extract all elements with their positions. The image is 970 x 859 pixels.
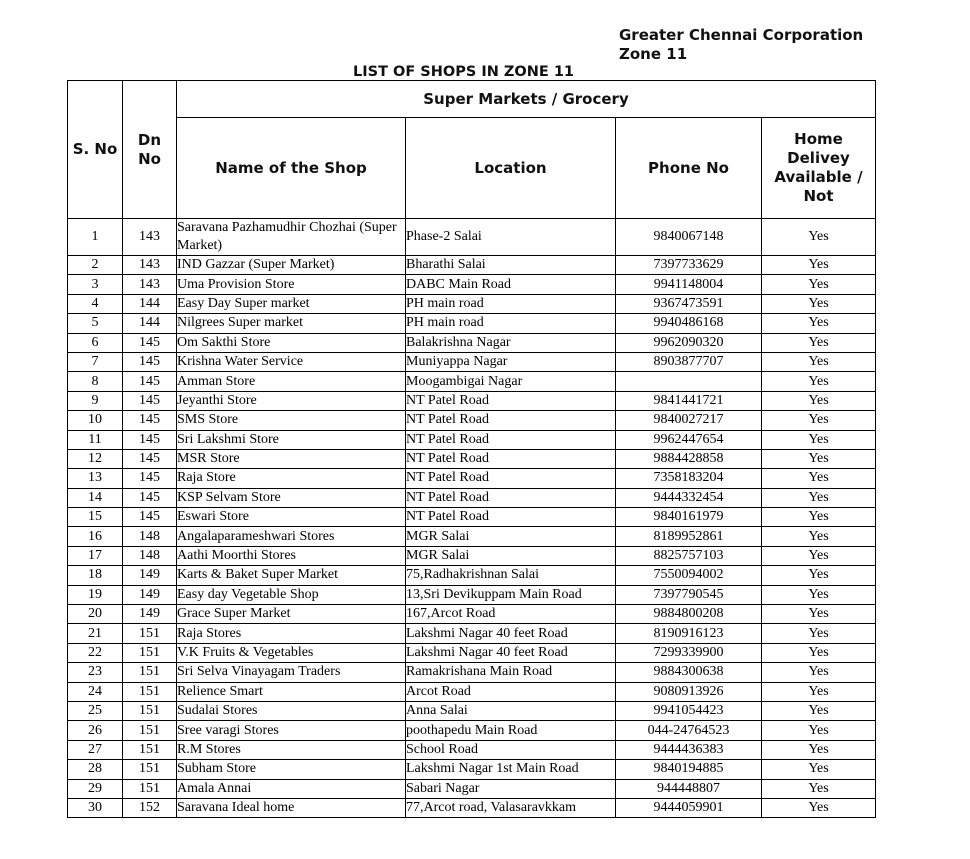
cell-delivery: Yes xyxy=(762,566,876,585)
cell-location: NT Patel Road xyxy=(406,449,616,468)
cell-location: Lakshmi Nagar 40 feet Road xyxy=(406,624,616,643)
cell-dn: 151 xyxy=(123,740,177,759)
cell-shop-name: Sree varagi Stores xyxy=(177,721,406,740)
cell-phone: 7397790545 xyxy=(616,585,762,604)
cell-shop-name: KSP Selvam Store xyxy=(177,488,406,507)
table-row xyxy=(68,605,876,624)
table-row xyxy=(68,798,876,817)
table-row xyxy=(68,740,876,759)
cell-dn: 144 xyxy=(123,314,177,333)
cell-shop-name: Saravana Ideal home xyxy=(177,798,406,817)
cell-delivery: Yes xyxy=(762,488,876,507)
col-header-delivery: Home Delivey Available / Not xyxy=(762,118,876,219)
cell-location: 167,Arcot Road xyxy=(406,605,616,624)
cell-delivery: Yes xyxy=(762,256,876,275)
cell-phone: 7397733629 xyxy=(616,256,762,275)
cell-sno: 13 xyxy=(68,469,123,488)
cell-location: 13,Sri Devikuppam Main Road xyxy=(406,585,616,604)
cell-dn: 145 xyxy=(123,469,177,488)
cell-phone: 8190916123 xyxy=(616,624,762,643)
category-header: Super Markets / Grocery xyxy=(177,81,876,118)
cell-dn: 145 xyxy=(123,449,177,468)
cell-sno: 26 xyxy=(68,721,123,740)
col-header-location: Location xyxy=(406,118,616,219)
cell-delivery: Yes xyxy=(762,760,876,779)
table-row xyxy=(68,294,876,313)
cell-sno: 8 xyxy=(68,372,123,391)
cell-phone: 9444332454 xyxy=(616,488,762,507)
cell-dn: 149 xyxy=(123,605,177,624)
cell-location: Lakshmi Nagar 40 feet Road xyxy=(406,643,616,662)
cell-location: Balakrishna Nagar xyxy=(406,333,616,352)
table-row xyxy=(68,488,876,507)
cell-phone: 9840194885 xyxy=(616,760,762,779)
cell-delivery: Yes xyxy=(762,701,876,720)
cell-shop-name: IND Gazzar (Super Market) xyxy=(177,256,406,275)
cell-phone: 9840161979 xyxy=(616,508,762,527)
cell-delivery: Yes xyxy=(762,430,876,449)
cell-delivery: Yes xyxy=(762,740,876,759)
cell-location: DABC Main Road xyxy=(406,275,616,294)
cell-sno: 2 xyxy=(68,256,123,275)
cell-location: Ramakrishana Main Road xyxy=(406,663,616,682)
cell-delivery: Yes xyxy=(762,391,876,410)
table-row xyxy=(68,430,876,449)
cell-phone: 9884300638 xyxy=(616,663,762,682)
col-header-sno: S. No xyxy=(68,81,123,219)
cell-dn: 145 xyxy=(123,372,177,391)
cell-shop-name: Raja Stores xyxy=(177,624,406,643)
table-row xyxy=(68,372,876,391)
cell-location: Lakshmi Nagar 1st Main Road xyxy=(406,760,616,779)
cell-shop-name: Angalaparameshwari Stores xyxy=(177,527,406,546)
cell-delivery: Yes xyxy=(762,682,876,701)
cell-dn: 145 xyxy=(123,333,177,352)
cell-shop-name: Saravana Pazhamudhir Chozhai (Super Market) xyxy=(177,219,406,256)
cell-phone: 944448807 xyxy=(616,779,762,798)
cell-location: Muniyappa Nagar xyxy=(406,352,616,371)
cell-dn: 145 xyxy=(123,411,177,430)
table-row xyxy=(68,275,876,294)
cell-location: PH main road xyxy=(406,314,616,333)
cell-delivery: Yes xyxy=(762,779,876,798)
cell-phone: 9940486168 xyxy=(616,314,762,333)
cell-dn: 152 xyxy=(123,798,177,817)
cell-sno: 1 xyxy=(68,219,123,256)
cell-delivery: Yes xyxy=(762,624,876,643)
cell-location: Moogambigai Nagar xyxy=(406,372,616,391)
cell-delivery: Yes xyxy=(762,798,876,817)
cell-delivery: Yes xyxy=(762,469,876,488)
cell-delivery: Yes xyxy=(762,333,876,352)
cell-sno: 3 xyxy=(68,275,123,294)
cell-phone: 7299339900 xyxy=(616,643,762,662)
cell-shop-name: Relience Smart xyxy=(177,682,406,701)
cell-shop-name: Jeyanthi Store xyxy=(177,391,406,410)
cell-location: Anna Salai xyxy=(406,701,616,720)
cell-delivery: Yes xyxy=(762,352,876,371)
cell-shop-name: Raja Store xyxy=(177,469,406,488)
cell-sno: 28 xyxy=(68,760,123,779)
cell-delivery: Yes xyxy=(762,508,876,527)
cell-location: NT Patel Road xyxy=(406,391,616,410)
cell-location: 75,Radhakrishnan Salai xyxy=(406,566,616,585)
cell-phone: 9080913926 xyxy=(616,682,762,701)
cell-shop-name: Grace Super Market xyxy=(177,605,406,624)
cell-dn: 143 xyxy=(123,275,177,294)
document-title: LIST OF SHOPS IN ZONE 11 xyxy=(353,64,575,80)
cell-delivery: Yes xyxy=(762,275,876,294)
shops-table xyxy=(67,80,876,818)
cell-dn: 145 xyxy=(123,488,177,507)
table-row xyxy=(68,527,876,546)
cell-shop-name: Amman Store xyxy=(177,372,406,391)
cell-phone: 9941148004 xyxy=(616,275,762,294)
cell-delivery: Yes xyxy=(762,546,876,565)
table-row xyxy=(68,624,876,643)
cell-sno: 29 xyxy=(68,779,123,798)
cell-delivery: Yes xyxy=(762,663,876,682)
table-row xyxy=(68,391,876,410)
cell-dn: 151 xyxy=(123,624,177,643)
cell-shop-name: Nilgrees Super market xyxy=(177,314,406,333)
cell-dn: 151 xyxy=(123,663,177,682)
cell-dn: 144 xyxy=(123,294,177,313)
cell-location: NT Patel Road xyxy=(406,469,616,488)
cell-dn: 145 xyxy=(123,352,177,371)
cell-location: NT Patel Road xyxy=(406,488,616,507)
cell-sno: 30 xyxy=(68,798,123,817)
cell-sno: 22 xyxy=(68,643,123,662)
table-row xyxy=(68,508,876,527)
cell-delivery: Yes xyxy=(762,294,876,313)
cell-location: NT Patel Road xyxy=(406,411,616,430)
cell-sno: 4 xyxy=(68,294,123,313)
cell-delivery: Yes xyxy=(762,314,876,333)
cell-location: Arcot Road xyxy=(406,682,616,701)
cell-location: poothapedu Main Road xyxy=(406,721,616,740)
cell-sno: 10 xyxy=(68,411,123,430)
cell-shop-name: Krishna Water Service xyxy=(177,352,406,371)
cell-sno: 27 xyxy=(68,740,123,759)
cell-delivery: Yes xyxy=(762,411,876,430)
cell-dn: 143 xyxy=(123,219,177,256)
cell-sno: 15 xyxy=(68,508,123,527)
cell-shop-name: Aathi Moorthi Stores xyxy=(177,546,406,565)
cell-shop-name: Easy Day Super market xyxy=(177,294,406,313)
table-row xyxy=(68,333,876,352)
cell-sno: 23 xyxy=(68,663,123,682)
table-row xyxy=(68,449,876,468)
cell-phone: 8903877707 xyxy=(616,352,762,371)
cell-location: PH main road xyxy=(406,294,616,313)
table-row xyxy=(68,219,876,256)
table-row xyxy=(68,256,876,275)
cell-phone: 9962447654 xyxy=(616,430,762,449)
cell-delivery: Yes xyxy=(762,605,876,624)
zone-label: Zone 11 xyxy=(619,45,688,63)
cell-sno: 25 xyxy=(68,701,123,720)
cell-shop-name: Easy day Vegetable Shop xyxy=(177,585,406,604)
cell-shop-name: Amala Annai xyxy=(177,779,406,798)
cell-sno: 16 xyxy=(68,527,123,546)
table-row xyxy=(68,760,876,779)
cell-phone: 9941054423 xyxy=(616,701,762,720)
cell-phone: 9884800208 xyxy=(616,605,762,624)
cell-dn: 145 xyxy=(123,430,177,449)
table-row xyxy=(68,546,876,565)
cell-shop-name: SMS Store xyxy=(177,411,406,430)
cell-delivery: Yes xyxy=(762,372,876,391)
table-row xyxy=(68,469,876,488)
col-header-phone: Phone No xyxy=(616,118,762,219)
cell-phone: 7358183204 xyxy=(616,469,762,488)
cell-shop-name: MSR Store xyxy=(177,449,406,468)
cell-shop-name: Sri Lakshmi Store xyxy=(177,430,406,449)
cell-location: MGR Salai xyxy=(406,546,616,565)
table-row xyxy=(68,352,876,371)
cell-dn: 145 xyxy=(123,391,177,410)
cell-shop-name: Uma Provision Store xyxy=(177,275,406,294)
cell-location: NT Patel Road xyxy=(406,430,616,449)
cell-dn: 151 xyxy=(123,682,177,701)
cell-sno: 5 xyxy=(68,314,123,333)
cell-location: NT Patel Road xyxy=(406,508,616,527)
cell-sno: 14 xyxy=(68,488,123,507)
cell-sno: 7 xyxy=(68,352,123,371)
col-header-dn: Dn No xyxy=(123,81,177,219)
table-row xyxy=(68,585,876,604)
cell-location: 77,Arcot road, Valasaravkkam xyxy=(406,798,616,817)
cell-shop-name: V.K Fruits & Vegetables xyxy=(177,643,406,662)
cell-shop-name: Eswari Store xyxy=(177,508,406,527)
cell-delivery: Yes xyxy=(762,449,876,468)
cell-shop-name: Karts & Baket Super Market xyxy=(177,566,406,585)
cell-phone xyxy=(616,372,762,391)
table-body xyxy=(68,219,876,818)
cell-shop-name: Om Sakthi Store xyxy=(177,333,406,352)
cell-phone: 8189952861 xyxy=(616,527,762,546)
cell-dn: 151 xyxy=(123,721,177,740)
cell-sno: 12 xyxy=(68,449,123,468)
table-row xyxy=(68,411,876,430)
cell-phone: 9840027217 xyxy=(616,411,762,430)
cell-delivery: Yes xyxy=(762,721,876,740)
cell-phone: 9884428858 xyxy=(616,449,762,468)
cell-dn: 149 xyxy=(123,566,177,585)
cell-phone: 9444436383 xyxy=(616,740,762,759)
cell-dn: 148 xyxy=(123,527,177,546)
table-row xyxy=(68,779,876,798)
cell-shop-name: Subham Store xyxy=(177,760,406,779)
cell-sno: 20 xyxy=(68,605,123,624)
cell-dn: 148 xyxy=(123,546,177,565)
cell-delivery: Yes xyxy=(762,643,876,662)
cell-dn: 145 xyxy=(123,508,177,527)
cell-sno: 11 xyxy=(68,430,123,449)
cell-dn: 151 xyxy=(123,701,177,720)
table-row xyxy=(68,566,876,585)
table-row xyxy=(68,663,876,682)
cell-phone: 7550094002 xyxy=(616,566,762,585)
cell-dn: 143 xyxy=(123,256,177,275)
cell-phone: 9367473591 xyxy=(616,294,762,313)
cell-location: Phase-2 Salai xyxy=(406,219,616,256)
cell-dn: 151 xyxy=(123,643,177,662)
cell-dn: 151 xyxy=(123,760,177,779)
cell-location: MGR Salai xyxy=(406,527,616,546)
cell-sno: 24 xyxy=(68,682,123,701)
cell-sno: 21 xyxy=(68,624,123,643)
cell-phone: 9841441721 xyxy=(616,391,762,410)
cell-dn: 151 xyxy=(123,779,177,798)
cell-shop-name: R.M Stores xyxy=(177,740,406,759)
cell-delivery: Yes xyxy=(762,527,876,546)
table-row xyxy=(68,643,876,662)
col-header-name: Name of the Shop xyxy=(177,118,406,219)
cell-sno: 18 xyxy=(68,566,123,585)
table-row xyxy=(68,314,876,333)
cell-sno: 9 xyxy=(68,391,123,410)
cell-delivery: Yes xyxy=(762,219,876,256)
cell-delivery: Yes xyxy=(762,585,876,604)
organization-name: Greater Chennai Corporation xyxy=(619,26,864,44)
cell-location: Sabari Nagar xyxy=(406,779,616,798)
table-row xyxy=(68,682,876,701)
table-row xyxy=(68,721,876,740)
cell-phone: 9962090320 xyxy=(616,333,762,352)
cell-sno: 6 xyxy=(68,333,123,352)
cell-location: Bharathi Salai xyxy=(406,256,616,275)
cell-location: School Road xyxy=(406,740,616,759)
cell-sno: 19 xyxy=(68,585,123,604)
cell-sno: 17 xyxy=(68,546,123,565)
cell-phone: 8825757103 xyxy=(616,546,762,565)
cell-shop-name: Sri Selva Vinayagam Traders xyxy=(177,663,406,682)
cell-shop-name: Sudalai Stores xyxy=(177,701,406,720)
table-row xyxy=(68,701,876,720)
cell-phone: 044-24764523 xyxy=(616,721,762,740)
cell-phone: 9444059901 xyxy=(616,798,762,817)
cell-dn: 149 xyxy=(123,585,177,604)
cell-phone: 9840067148 xyxy=(616,219,762,256)
